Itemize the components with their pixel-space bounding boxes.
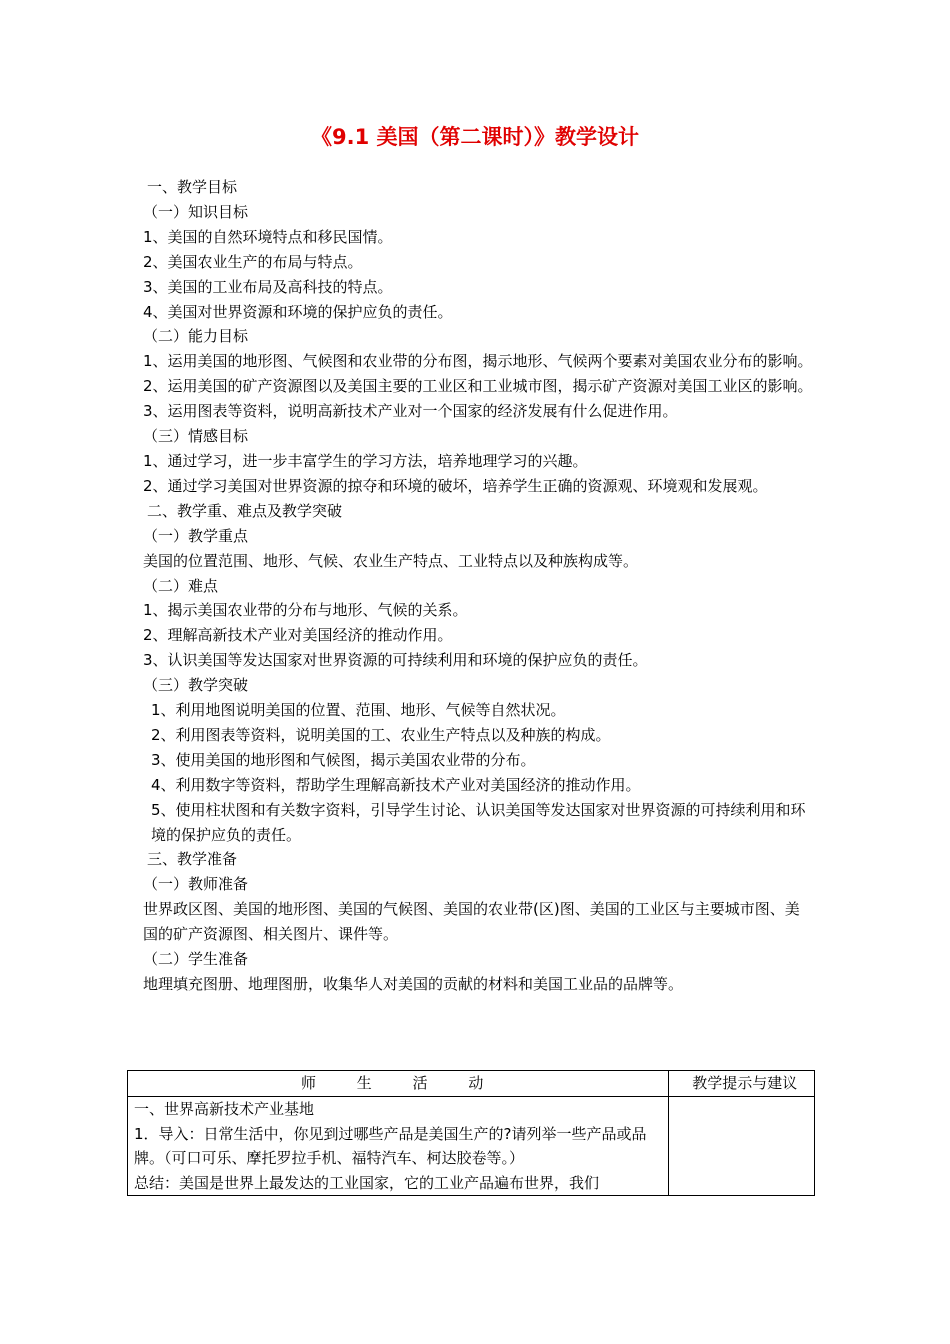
body-line: （三）教学突破	[143, 676, 249, 695]
body-line: （一）教学重点	[143, 526, 249, 545]
body-line: 1、通过学习，进一步丰富学生的学习方法，培养地理学习的兴趣。	[143, 451, 588, 470]
body-line: 1、揭示美国农业带的分布与地形、气候的关系。	[143, 601, 468, 620]
document-body	[143, 175, 813, 997]
body-line: 2、理解高新技术产业对美国经济的推动作用。	[143, 626, 453, 645]
body-line: 3、美国的工业布局及高科技的特点。	[143, 277, 393, 296]
body-line: （三）情感目标	[143, 427, 249, 446]
body-line: 3、认识美国等发达国家对世界资源的可持续利用和环境的保护应负的责任。	[143, 651, 648, 670]
header-teacher-student-activity: 师 生 活 动	[128, 1071, 669, 1097]
body-line: 3、运用图表等资料，说明高新技术产业对一个国家的经济发展有什么促进作用。	[143, 402, 678, 421]
body-line: 4、利用数字等资料，帮助学生理解高新技术产业对美国经济的推动作用。	[151, 775, 641, 794]
body-line: 2、通过学习美国对世界资源的掠夺和环境的破坏，培养学生正确的资源观、环境观和发展观。	[143, 476, 768, 495]
body-line: 3、使用美国的地形图和气候图，揭示美国农业带的分布。	[151, 750, 536, 769]
body-line: （二）能力目标	[143, 327, 249, 346]
body-line: 地理填充图册、地理图册，收集华人对美国的贡献的材料和美国工业品的品牌等。	[143, 975, 684, 993]
body-line: 世界政区图、美国的地形图、美国的气候图、美国的农业带(区)图、美国的工业区与主要城市图、美国的矿产资源图、相关图片、课件等。	[143, 900, 800, 944]
table-row	[128, 1097, 815, 1196]
lesson-activity-table	[127, 1070, 815, 1196]
body-line: 2、利用图表等资料，说明美国的工、农业生产特点以及种族的构成。	[151, 725, 611, 744]
body-line: 2、运用美国的矿产资源图以及美国主要的工业区和工业城市图，揭示矿产资源对美国工业区的影响。	[143, 377, 813, 396]
body-line: （二）难点	[143, 576, 219, 595]
header-teaching-tips: 教学提示与建议	[669, 1071, 815, 1097]
body-line: 1、美国的自然环境特点和移民国情。	[143, 227, 393, 246]
body-line: 1、利用地图说明美国的位置、范围、地形、气候等自然状况。	[151, 701, 566, 720]
body-line: （一）知识目标	[143, 202, 249, 221]
body-line: 1、运用美国的地形图、气候图和农业带的分布图，揭示地形、气候两个要素对美国农业分布的影响。	[143, 352, 813, 371]
body-line: 一、教学目标	[147, 178, 238, 196]
activity-line: 总结：美国是世界上最发达的工业国家，它的工业产品遍布世界，我们	[134, 1173, 600, 1192]
body-line: 2、美国农业生产的布局与特点。	[143, 252, 363, 271]
body-line: 三、教学准备	[147, 850, 238, 869]
table-header-row	[128, 1071, 815, 1097]
body-line: 5、使用柱状图和有关数字资料，引导学生讨论、认识美国等发达国家对世界资源的可持续利用和环境的保护应负的责任。	[151, 800, 806, 844]
body-line: （一）教师准备	[143, 875, 249, 894]
body-line: 美国的位置范围、地形、气候、农业生产特点、工业特点以及种族构成等。	[143, 551, 639, 570]
tips-cell	[669, 1097, 815, 1196]
activity-cell	[128, 1097, 669, 1196]
activity-line: 1．导入：日常生活中，你见到过哪些产品是美国生产的?请列举一些产品或品牌。（可口可乐、摩托罗拉手机、福特汽车、柯达胶卷等。）	[134, 1124, 647, 1167]
body-line: 4、美国对世界资源和环境的保护应负的责任。	[143, 302, 453, 321]
document-title: 《9.1 美国（第二课时）》教学设计	[310, 125, 639, 149]
body-line: 二、教学重、难点及教学突破	[147, 501, 343, 520]
activity-line: 一、世界高新技术产业基地	[134, 1100, 315, 1118]
body-line: （二）学生准备	[143, 950, 249, 969]
